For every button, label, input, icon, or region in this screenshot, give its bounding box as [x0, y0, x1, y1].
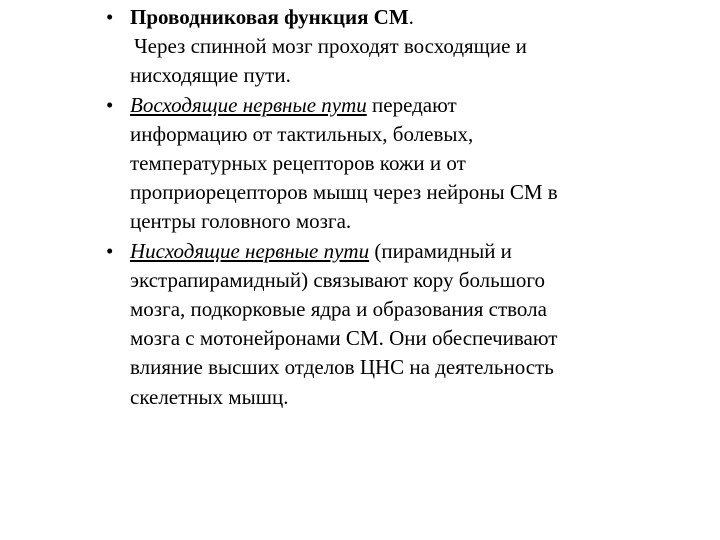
item-heading-line [130, 3, 666, 32]
item-text-line: Через спинной мозг проходят восходящие и [134, 34, 527, 59]
item-first-line [130, 91, 666, 120]
item-text-line: мозга с мотонейронами СМ. Они обеспечивают [130, 326, 558, 351]
item-text-line: мозга, подкорковые ядра и образования ствола [130, 297, 547, 322]
bullet-icon: • [106, 5, 114, 29]
item-text-line: температурных рецепторов кожи и от [130, 151, 466, 176]
list-item-ascending-pathways [106, 91, 666, 237]
item-text-line: информацию от тактильных, болевых, [130, 121, 474, 146]
item-text-line: нисходящие пути. [130, 63, 291, 88]
list-item-conduction-function [106, 3, 666, 91]
item-heading: Проводниковая функция СМ [130, 5, 409, 29]
item-text-line: влияние высших отделов ЦНС на деятельность [130, 355, 554, 380]
item-text-line: центры головного мозга. [130, 209, 352, 234]
item-first-line-rest: передают [366, 92, 457, 117]
item-text-line: экстрапирамидный) связывают кору большого [130, 267, 545, 292]
item-heading-tail: . [408, 5, 414, 29]
ascending-pathways-term: Восходящие нервные пути [130, 92, 367, 117]
descending-pathways-term: Нисходящие нервные пути [130, 238, 370, 263]
bullet-icon: • [106, 238, 114, 263]
item-text-line: скелетных мышц. [130, 384, 289, 409]
bullet-icon: • [106, 92, 114, 117]
item-text-line: проприорецепторов мышц через нейроны СМ в [130, 180, 558, 205]
list-item-descending-pathways [106, 237, 666, 412]
item-first-line-rest: (пирамидный и [369, 238, 512, 263]
bullet-list [106, 3, 666, 412]
item-first-line [130, 237, 666, 266]
